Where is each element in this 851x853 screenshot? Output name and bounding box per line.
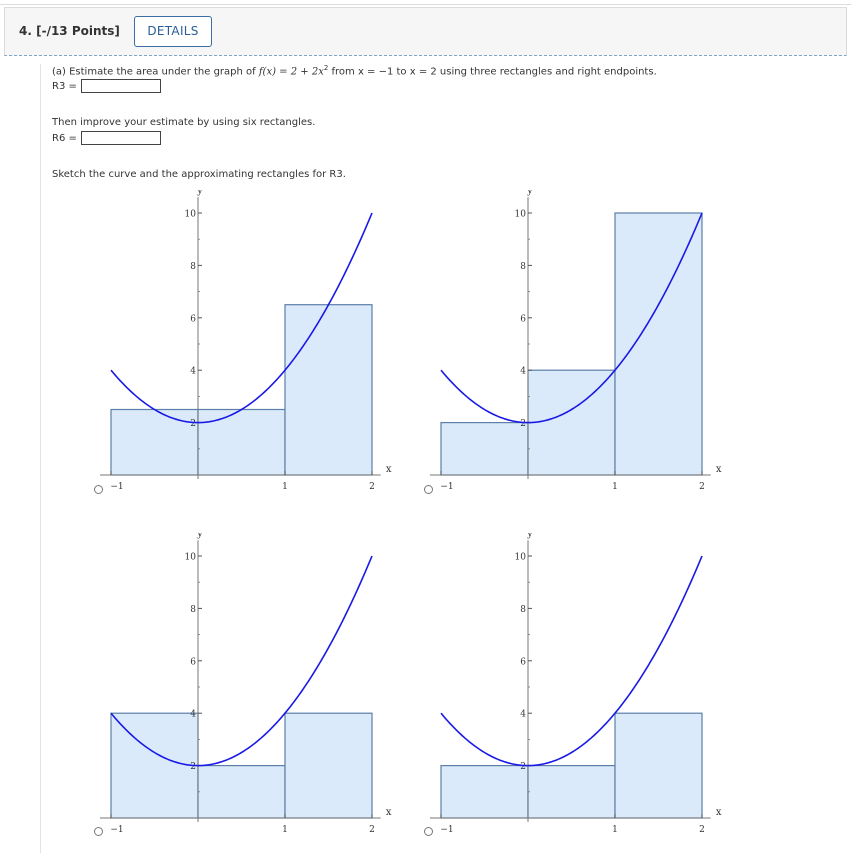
approx-rectangle	[285, 713, 372, 818]
graph-svg-1	[100, 190, 400, 500]
graph-svg-2	[430, 190, 730, 500]
graph-option-2	[430, 190, 730, 504]
approx-rectangle	[198, 766, 285, 818]
x-tick-label: 1	[282, 825, 288, 835]
r3-answer-input[interactable]	[81, 79, 161, 93]
y-axis-label: y	[197, 533, 203, 540]
y-tick-label: 4	[520, 366, 526, 377]
radio-option-3[interactable]	[94, 827, 103, 836]
x-tick-label: −1	[110, 825, 124, 835]
x-tick-label: −1	[440, 482, 454, 492]
y-tick-label: 8	[520, 604, 526, 615]
x-tick-label: 1	[612, 482, 618, 492]
y-tick-label: 2	[520, 419, 526, 430]
approx-rectangle	[111, 713, 198, 818]
y-tick-label: 2	[520, 762, 526, 773]
approx-rectangle	[615, 713, 702, 818]
graph-option-1	[100, 190, 400, 504]
approx-rectangle	[198, 410, 285, 476]
x-tick-label: 1	[282, 482, 288, 492]
x-axis-label: x	[385, 807, 392, 818]
radio-option-1[interactable]	[94, 485, 103, 494]
graph-svg-3	[100, 533, 400, 843]
prompt-prefix: (a) Estimate the area under the graph of	[52, 66, 256, 78]
y-tick-label: 6	[520, 314, 526, 325]
sketch-prompt: Sketch the curve and the approximating rectangles for R3.	[52, 169, 346, 180]
approx-rectangle	[528, 370, 615, 475]
y-tick-label: 8	[190, 604, 196, 615]
y-tick-label: 6	[190, 657, 196, 668]
part-a-prompt	[52, 64, 657, 77]
y-axis-label: y	[527, 533, 533, 540]
question-title	[19, 24, 120, 38]
approx-rectangle	[528, 766, 615, 818]
y-tick-label: 8	[190, 261, 196, 272]
graph-option-4	[430, 533, 730, 847]
r6-label: R6 =	[52, 133, 77, 144]
function-text: f(x) = 2 + 2x	[258, 66, 324, 78]
details-button[interactable]: DETAILS	[134, 16, 212, 47]
y-tick-label: 10	[184, 552, 196, 563]
x-tick-label: −1	[110, 482, 124, 492]
approx-rectangle	[285, 305, 372, 475]
improve-prompt: Then improve your estimate by using six rectangles.	[52, 117, 316, 128]
y-tick-label: 4	[190, 366, 196, 377]
left-divider	[40, 64, 41, 853]
function-exponent: 2	[323, 64, 329, 72]
x-tick-label: 2	[699, 825, 705, 835]
question-header	[4, 7, 847, 56]
r6-answer-input[interactable]	[81, 131, 161, 145]
y-tick-label: 6	[520, 657, 526, 668]
approx-rectangle	[441, 423, 528, 475]
y-axis-label: y	[527, 190, 533, 197]
y-tick-label: 6	[190, 314, 196, 325]
radio-option-4[interactable]	[424, 827, 433, 836]
x-axis-label: x	[385, 464, 392, 475]
x-axis-label: x	[715, 807, 722, 818]
y-axis-label: y	[197, 190, 203, 197]
y-tick-label: 4	[520, 709, 526, 720]
approx-rectangle	[111, 410, 198, 476]
x-tick-label: 2	[369, 825, 375, 835]
x-tick-label: 2	[699, 482, 705, 492]
question-number: 4.	[19, 24, 32, 38]
y-tick-label: 10	[514, 552, 526, 563]
approx-rectangle	[441, 766, 528, 818]
x-tick-label: 2	[369, 482, 375, 492]
y-tick-label: 2	[190, 419, 196, 430]
y-tick-label: 10	[514, 209, 526, 220]
x-axis-label: x	[715, 464, 722, 475]
approx-rectangle	[615, 213, 702, 475]
radio-option-2[interactable]	[424, 485, 433, 494]
y-tick-label: 10	[184, 209, 196, 220]
x-tick-label: 1	[612, 825, 618, 835]
question-points: [-/13 Points]	[36, 24, 120, 38]
graph-option-3	[100, 533, 400, 847]
r3-label: R3 =	[52, 81, 77, 92]
y-tick-label: 2	[190, 762, 196, 773]
prompt-suffix: from x = −1 to x = 2 using three rectangles and right endpoints.	[328, 66, 657, 78]
top-divider	[0, 4, 851, 5]
y-tick-label: 8	[520, 261, 526, 272]
x-tick-label: −1	[440, 825, 454, 835]
graph-svg-4	[430, 533, 730, 843]
y-tick-label: 4	[190, 709, 196, 720]
